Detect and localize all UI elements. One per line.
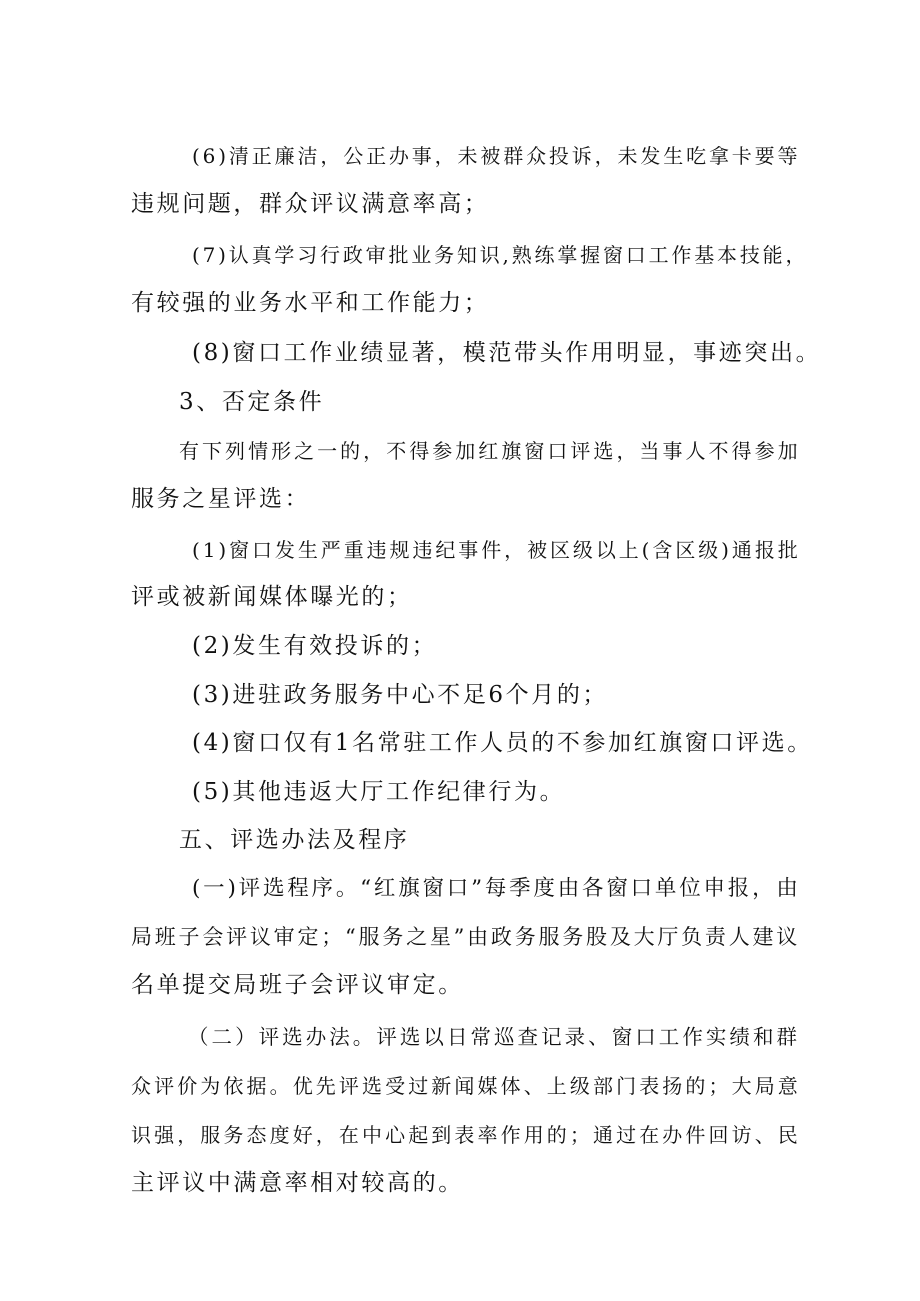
paragraph-line: (1)窗口发生严重违规违纪事件，被区级以上(含区级)通报批: [192, 538, 801, 562]
paragraph-line: (8)窗口工作业绩显著，模范带头作用明显，事迹突出。: [192, 340, 822, 366]
paragraph-line: (5)其他违返大厅工作纪律行为。: [192, 779, 566, 805]
paragraph-line: （二）评选办法。评选以日常巡查记录、窗口工作实绩和群: [188, 1025, 801, 1049]
paragraph-line: (一)评选程序。“红旗窗口”每季度由各窗口单位申报，由: [192, 876, 801, 901]
paragraph-line: 有下列情形之一的，不得参加红旗窗口评选，当事人不得参加: [179, 439, 801, 463]
paragraph-line: (4)窗口仅有1名常驻工作人员的不参加红旗窗口评选。: [192, 730, 813, 756]
paragraph-line: (2)发生有效投诉的；: [192, 633, 438, 659]
paragraph-line: (6)清正廉洁，公正办事，未被群众投诉，未发生吃拿卡要等: [192, 144, 801, 168]
paragraph-line: (7)认真学习行政审批业务知识,熟练掌握窗口工作基本技能，: [192, 243, 809, 267]
paragraph-line: 有较强的业务水平和工作能力；: [131, 290, 490, 316]
section-heading: 3、否定条件: [179, 389, 325, 415]
paragraph-line: 众评价为依据。优先评选受过新闻媒体、上级部门表扬的；大局意: [131, 1074, 801, 1098]
paragraph-line: (3)进驻政务服务中心不足6个月的；: [192, 682, 609, 708]
section-heading: 五、评选办法及程序: [179, 827, 410, 853]
paragraph-line: 主评议中满意率相对较高的。: [131, 1170, 464, 1196]
paragraph-line: 识强，服务态度好，在中心起到表率作用的；通过在办件回访、民: [131, 1123, 801, 1147]
paragraph-line: 违规问题，群众评议满意率高；: [131, 191, 490, 217]
paragraph-line: 评或被新闻媒体曝光的；: [131, 584, 413, 610]
paragraph-line: 服务之星评选：: [131, 486, 311, 512]
paragraph-line: 名单提交局班子会评议审定。: [131, 972, 464, 998]
paragraph-line: 局班子会评议审定；“服务之星”由政务服务股及大厅负责人建议: [131, 925, 801, 949]
